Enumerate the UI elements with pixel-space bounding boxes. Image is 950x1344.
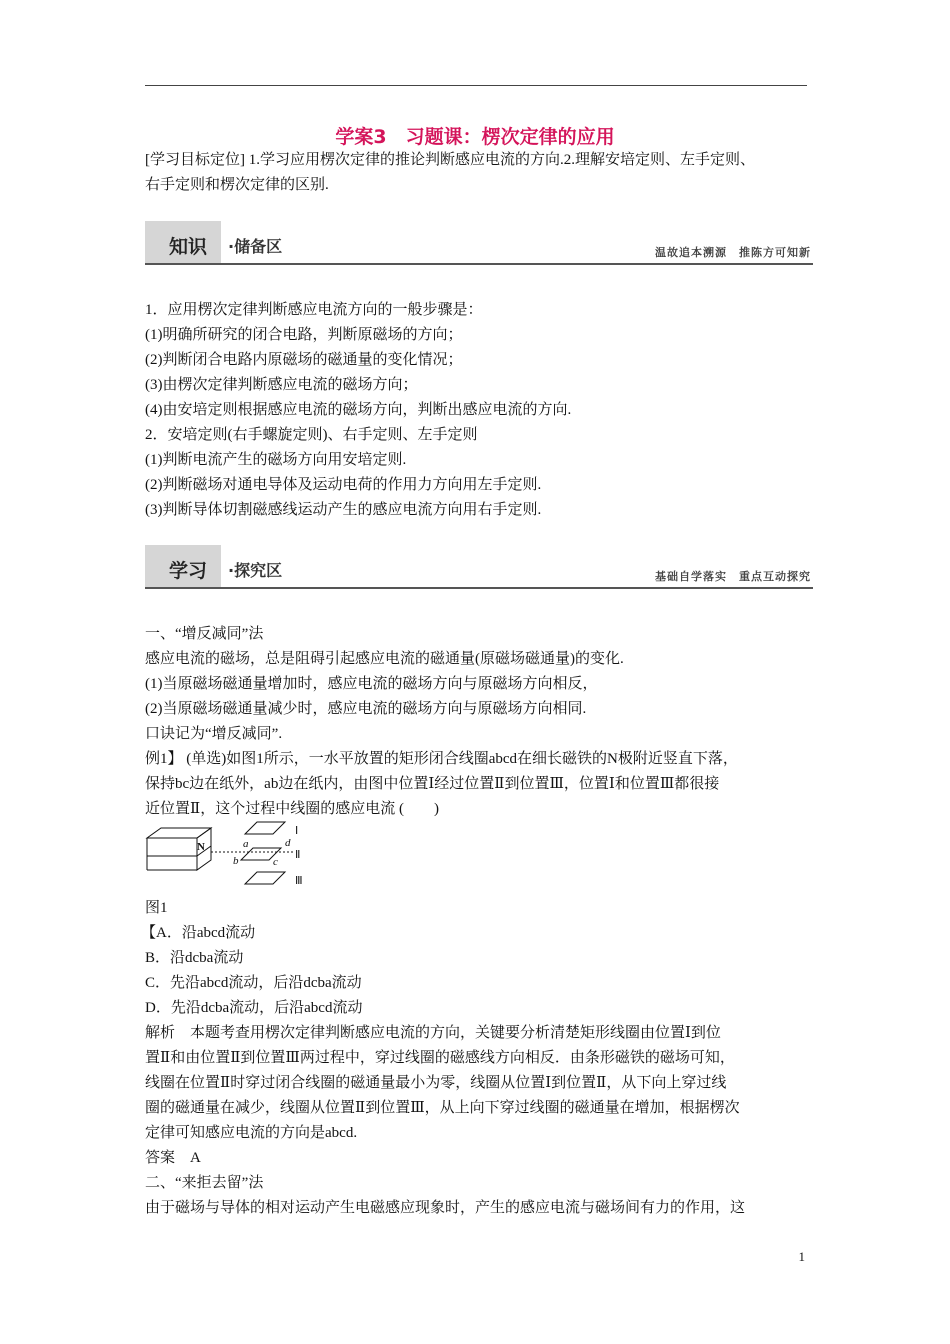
option-d: D．先沿dcba流动，后沿abcd流动 xyxy=(145,1000,363,1016)
example-line: 保持bc边在纸外，ab边在纸内，由图中位置Ⅰ经过位置Ⅱ到位置Ⅲ，位置Ⅰ和位置Ⅲ都很接 xyxy=(145,776,720,792)
answer-section xyxy=(141,896,813,1221)
banner-rule xyxy=(145,263,813,265)
study-line: 口诀记为“增反减同”. xyxy=(145,726,283,742)
objective-line: 右手定则和楞次定律的区别. xyxy=(145,177,329,193)
body-line: 由于磁场与导体的相对运动产生电磁感应现象时，产生的感应电流与磁场间有力的作用，这 xyxy=(145,1200,746,1216)
study-line: 感应电流的磁场，总是阻碍引起感应电流的磁通量(原磁场磁通量)的变化. xyxy=(145,651,624,667)
corner-label-c: c xyxy=(273,856,278,868)
knowledge-line: (1)明确所研究的闭合电路，判断原磁场的方向； xyxy=(145,327,463,343)
knowledge-content xyxy=(145,298,813,523)
example-line: 例1】 (单选)如图1所示，一水平放置的矩形闭合线圈abcd在细长磁铁的N极附近竖直下落， xyxy=(145,751,738,767)
option-c: C．先沿abcd流动，后沿dcba流动 xyxy=(145,975,362,991)
position-label-1: Ⅰ xyxy=(295,825,299,837)
coil-position-1 xyxy=(245,822,285,834)
analysis-line: 圈的磁通量在减少，线圈从位置Ⅱ到位置Ⅲ，从上向下穿过线圈的磁通量在增加，根据楞次 xyxy=(145,1100,740,1116)
option-b: B．沿dcba流动 xyxy=(145,950,244,966)
banner-sub-label: ·探究区 xyxy=(228,561,283,580)
learning-objective xyxy=(145,148,813,198)
knowledge-section-banner xyxy=(145,221,813,265)
figure-magnet-coil-diagram xyxy=(145,820,315,890)
banner-slogan: 温故追本溯源 推陈方可知新 xyxy=(655,246,811,259)
coil-position-3 xyxy=(245,872,285,884)
magnet-n-label: N xyxy=(197,841,205,853)
knowledge-line: (3)判断导体切割磁感线运动产生的感应电流方向用右手定则. xyxy=(145,502,542,518)
analysis-line: 置Ⅱ和由位置Ⅱ到位置Ⅲ两过程中，穿过线圈的磁感线方向相反．由条形磁铁的磁场可知， xyxy=(145,1050,735,1066)
study-content xyxy=(145,622,813,822)
knowledge-line: (3)由楞次定律判断感应电流的磁场方向； xyxy=(145,377,418,393)
knowledge-line: (1)判断电流产生的磁场方向用安培定则. xyxy=(145,452,407,468)
study-line: (1)当原磁场磁通量增加时，感应电流的磁场方向与原磁场方向相反， xyxy=(145,676,598,692)
corner-label-d: d xyxy=(285,837,291,849)
knowledge-line: (4)由安培定则根据感应电流的磁场方向，判断出感应电流的方向. xyxy=(145,402,572,418)
study-line: 一、“增反减同”法 xyxy=(145,626,264,642)
banner-main-label: 知识 xyxy=(169,236,208,258)
banner-sub-label: ·储备区 xyxy=(228,237,283,256)
knowledge-line: 2．安培定则(右手螺旋定则)、右手定则、左手定则 xyxy=(145,427,478,443)
figure-caption: 图1 xyxy=(145,900,168,916)
header-rule xyxy=(145,85,807,86)
analysis-line: 线圈在位置Ⅱ时穿过闭合线圈的磁通量最小为零，线圈从位置Ⅰ到位置Ⅱ，从下向上穿过线 xyxy=(145,1075,727,1091)
corner-label-a: a xyxy=(243,838,249,850)
example-line: 近位置Ⅱ，这个过程中线圈的感应电流 ( ) xyxy=(145,801,439,817)
analysis-line: 解析 本题考查用楞次定律判断感应电流的方向，关键要分析清楚矩形线圈由位置Ⅰ到位 xyxy=(145,1025,721,1041)
magnet-top-face xyxy=(147,828,211,838)
banner-rule xyxy=(145,587,813,589)
answer-line: 答案 A xyxy=(145,1150,201,1166)
study-line: (2)当原磁场磁通量减少时，感应电流的磁场方向与原磁场方向相同. xyxy=(145,701,587,717)
page-number: 1 xyxy=(798,1249,805,1264)
banner-main-label: 学习 xyxy=(169,560,208,582)
position-label-3: Ⅲ xyxy=(295,875,303,887)
banner-slogan: 基础自学落实 重点互动探究 xyxy=(655,570,811,583)
analysis-line: 定律可知感应电流的方向是abcd. xyxy=(145,1125,358,1141)
option-a: 【A．沿abcd流动 xyxy=(141,925,256,941)
knowledge-line: 1．应用楞次定律判断感应电流方向的一般步骤是： xyxy=(145,302,483,318)
study-section-banner xyxy=(145,545,813,589)
corner-label-b: b xyxy=(233,855,239,867)
section-heading: 二、“来拒去留”法 xyxy=(145,1175,264,1191)
objective-line: [学习目标定位] 1.学习应用楞次定律的推论判断感应电流的方向.2.理解安培定则、左手定则、 xyxy=(145,152,755,168)
position-label-2: Ⅱ xyxy=(295,849,301,861)
knowledge-line: (2)判断闭合电路内原磁场的磁通量的变化情况； xyxy=(145,352,463,368)
knowledge-line: (2)判断磁场对通电导体及运动电荷的作用力方向用左手定则. xyxy=(145,477,542,493)
page-title: 学案3 习题课：楞次定律的应用 xyxy=(335,126,615,148)
